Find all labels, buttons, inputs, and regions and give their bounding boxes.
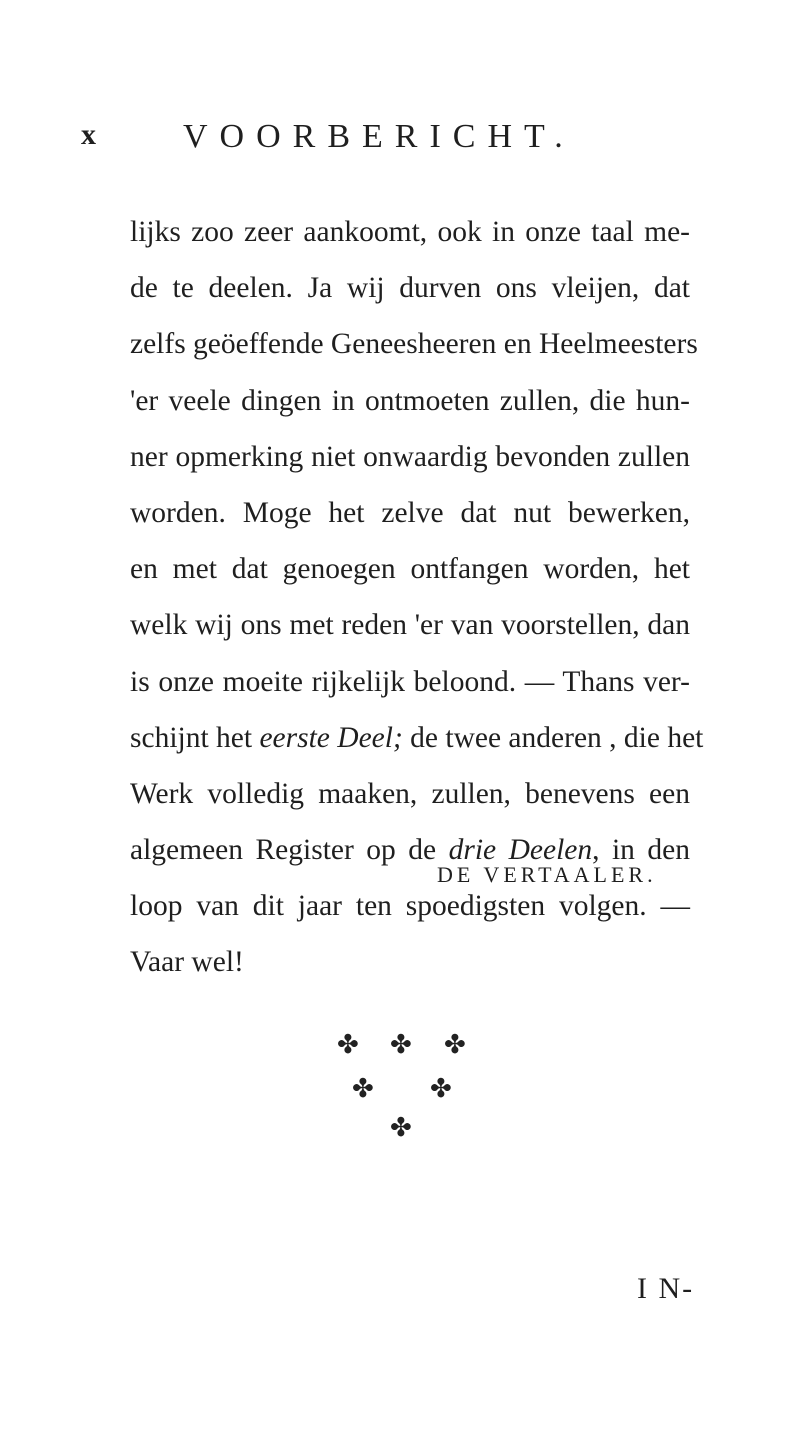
page-header [0, 118, 800, 158]
ornament-row [0, 1030, 800, 1060]
fleuron-icon: ✤ [390, 1030, 412, 1059]
fleuron-icon: ✤ [444, 1030, 466, 1059]
running-title: VOORBERICHT. [183, 118, 575, 155]
text-line: worden. Moge het zelve dat nut bewerken, [130, 496, 690, 529]
text-line: lijks zoo zeer aankoomt, ook in onze taal me- [130, 216, 690, 248]
ornament-row [0, 1113, 800, 1143]
text-line: is onze moeite rijkelijk beloond. — Thans ver- [130, 665, 690, 698]
text-line: zelfs geöeffende Geneesheeren en Heelmeesters [130, 328, 698, 361]
text-line: ner opmerking niet onwaardig bevonden zullen [130, 440, 690, 473]
text-line: Werk volledig maaken, zullen, benevens een [130, 777, 690, 810]
page-number: x [81, 118, 96, 151]
fleuron-icon: ✤ [352, 1074, 374, 1103]
text-line: schijnt het eerste Deel; de twee anderen , die het [130, 721, 704, 754]
catchword: I N- [637, 1272, 695, 1305]
text-line: welk wij ons met reden 'er van voorstellen, dan [130, 609, 690, 642]
text-line: loop van dit jaar ten spoedigsten volgen. — [130, 890, 690, 923]
signature: DE VERTAALER. [437, 862, 657, 887]
italic-title: drie Deelen [448, 834, 593, 867]
fleuron-icon: ✤ [430, 1074, 452, 1103]
fleuron-icon: ✤ [390, 1113, 412, 1142]
text-line: Vaar wel! [130, 946, 244, 979]
fleuron-icon: ✤ [337, 1030, 359, 1059]
text-line: 'er veele dingen in ontmoeten zullen, die hun- [130, 384, 690, 417]
italic-title: eerste Deel; [259, 721, 403, 754]
ornament-row [0, 1074, 800, 1104]
text-line: algemeen Register op de drie Deelen, in den [130, 834, 690, 867]
text-line: de te deelen. Ja wij durven ons vleijen, dat [130, 272, 690, 305]
text-line: en met dat genoegen ontfangen worden, het [130, 553, 690, 586]
